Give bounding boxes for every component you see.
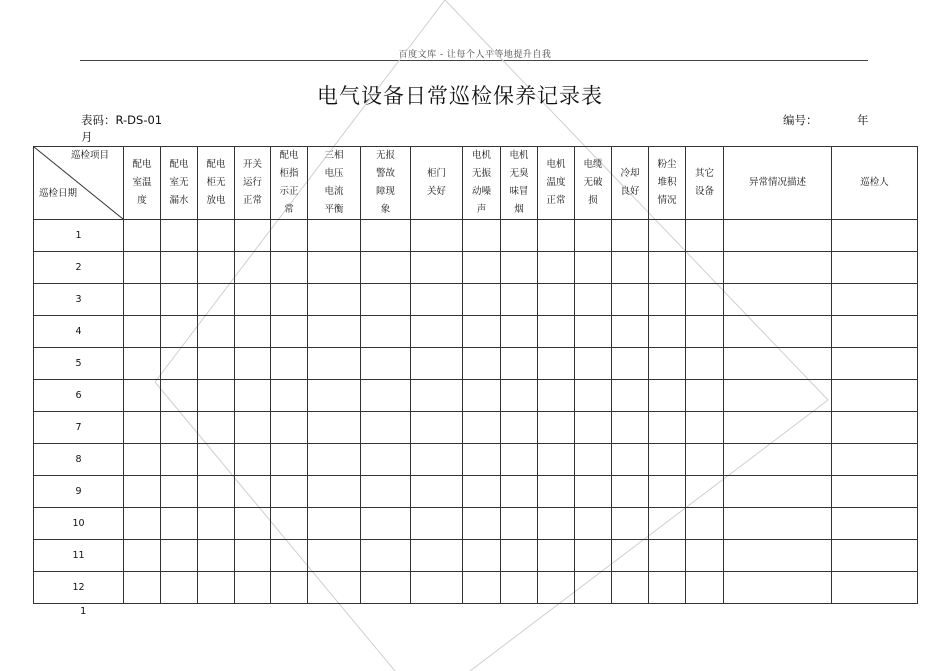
- table-cell[interactable]: [538, 508, 575, 540]
- table-cell[interactable]: [271, 444, 308, 476]
- table-cell[interactable]: [361, 220, 411, 252]
- table-cell[interactable]: [308, 412, 361, 444]
- table-cell[interactable]: [501, 412, 538, 444]
- column-header: [612, 147, 649, 220]
- table-cell[interactable]: [686, 444, 724, 476]
- table-cell[interactable]: [686, 572, 724, 604]
- column-header: [235, 147, 271, 220]
- table-cell[interactable]: [198, 316, 235, 348]
- column-header-label: 柜门关好: [426, 168, 446, 197]
- table-cell[interactable]: [649, 316, 686, 348]
- table-cell[interactable]: [235, 316, 271, 348]
- table-cell[interactable]: [612, 316, 649, 348]
- table-cell[interactable]: [575, 444, 612, 476]
- column-header: [198, 147, 235, 220]
- table-cell[interactable]: [161, 412, 198, 444]
- table-cell[interactable]: [649, 380, 686, 412]
- table-cell[interactable]: [724, 284, 832, 316]
- table-cell[interactable]: [538, 348, 575, 380]
- table-cell[interactable]: [308, 348, 361, 380]
- table-cell[interactable]: [361, 476, 411, 508]
- table-cell[interactable]: [832, 412, 918, 444]
- table-cell[interactable]: [724, 348, 832, 380]
- row-date-cell: 4: [34, 316, 124, 348]
- row-date-cell: 10: [34, 508, 124, 540]
- row-date-cell: 6: [34, 380, 124, 412]
- table-cell[interactable]: [724, 508, 832, 540]
- table-cell[interactable]: [463, 316, 501, 348]
- row-date-cell: 1: [34, 220, 124, 252]
- table-cell[interactable]: [361, 380, 411, 412]
- table-cell[interactable]: [501, 220, 538, 252]
- column-header-label: 电机无振动噪声: [471, 150, 491, 215]
- table-cell[interactable]: [724, 444, 832, 476]
- table-cell[interactable]: [649, 572, 686, 604]
- column-header: [308, 147, 361, 220]
- table-cell[interactable]: [686, 476, 724, 508]
- column-header: [501, 147, 538, 220]
- table-cell[interactable]: [198, 252, 235, 284]
- table-cell[interactable]: [832, 316, 918, 348]
- column-header-label: 开关运行正常: [242, 159, 262, 206]
- table-cell[interactable]: [463, 220, 501, 252]
- row-date-cell: 12: [34, 572, 124, 604]
- table-cell[interactable]: [501, 348, 538, 380]
- table-cell[interactable]: [411, 316, 463, 348]
- table-cell[interactable]: [832, 540, 918, 572]
- table-cell[interactable]: [724, 572, 832, 604]
- table-cell[interactable]: [271, 348, 308, 380]
- table-cell[interactable]: [235, 284, 271, 316]
- table-cell[interactable]: [649, 444, 686, 476]
- table-cell[interactable]: [411, 380, 463, 412]
- column-header-label: 配电柜无放电: [206, 159, 226, 206]
- table-cell[interactable]: [271, 316, 308, 348]
- table-cell[interactable]: [235, 412, 271, 444]
- row-date-cell: 2: [34, 252, 124, 284]
- table-cell[interactable]: [235, 540, 271, 572]
- column-header: [832, 147, 918, 220]
- table-cell[interactable]: [686, 316, 724, 348]
- column-header-label: 配电柜指示正常: [279, 150, 299, 215]
- table-cell[interactable]: [124, 252, 161, 284]
- table-cell[interactable]: [361, 348, 411, 380]
- table-cell[interactable]: [501, 444, 538, 476]
- table-cell[interactable]: [612, 220, 649, 252]
- table-cell[interactable]: [161, 316, 198, 348]
- table-cell[interactable]: [308, 380, 361, 412]
- table-cell[interactable]: [361, 284, 411, 316]
- table-cell[interactable]: [575, 348, 612, 380]
- table-cell[interactable]: [361, 508, 411, 540]
- table-cell[interactable]: [724, 316, 832, 348]
- table-row: [34, 476, 918, 508]
- table-cell[interactable]: [686, 380, 724, 412]
- column-header-label: 配电室温度: [132, 159, 152, 206]
- column-header-label: 异常情况描述: [748, 177, 806, 188]
- table-cell[interactable]: [198, 412, 235, 444]
- table-cell[interactable]: [538, 444, 575, 476]
- table-cell[interactable]: [463, 348, 501, 380]
- table-cell[interactable]: [649, 540, 686, 572]
- table-cell[interactable]: [124, 380, 161, 412]
- form-code: 表码：R-DS-01: [81, 113, 163, 127]
- table-cell[interactable]: [308, 508, 361, 540]
- table-cell[interactable]: [832, 444, 918, 476]
- corner-item-label: 巡检项目: [70, 150, 109, 161]
- table-cell[interactable]: [832, 348, 918, 380]
- row-date-cell: 7: [34, 412, 124, 444]
- table-row: [34, 380, 918, 412]
- table-cell[interactable]: [649, 348, 686, 380]
- table-cell[interactable]: [538, 412, 575, 444]
- table-cell[interactable]: [463, 284, 501, 316]
- table-cell[interactable]: [724, 412, 832, 444]
- year-label: 年: [857, 113, 869, 127]
- table-cell[interactable]: [361, 252, 411, 284]
- table-cell[interactable]: [463, 540, 501, 572]
- header-rule: [80, 60, 868, 61]
- table-cell[interactable]: [832, 252, 918, 284]
- table-row: [34, 444, 918, 476]
- table-cell[interactable]: [161, 348, 198, 380]
- table-cell[interactable]: [161, 476, 198, 508]
- table-cell[interactable]: [271, 508, 308, 540]
- table-cell[interactable]: [124, 444, 161, 476]
- table-cell[interactable]: [724, 252, 832, 284]
- column-header-label: 电机温度正常: [546, 159, 566, 206]
- table-cell[interactable]: [124, 572, 161, 604]
- table-cell[interactable]: [575, 540, 612, 572]
- table-header-row: [34, 147, 918, 220]
- table-cell[interactable]: [198, 380, 235, 412]
- column-header-label: 无报警故障现象: [375, 150, 395, 215]
- table-cell[interactable]: [649, 412, 686, 444]
- table-cell[interactable]: [271, 572, 308, 604]
- inspection-table: [33, 146, 918, 604]
- table-cell[interactable]: [649, 284, 686, 316]
- table-cell[interactable]: [308, 540, 361, 572]
- table-cell[interactable]: [501, 476, 538, 508]
- table-row: [34, 348, 918, 380]
- table-cell[interactable]: [612, 444, 649, 476]
- table-cell[interactable]: [575, 380, 612, 412]
- table-cell[interactable]: [124, 348, 161, 380]
- column-header: [271, 147, 308, 220]
- table-cell[interactable]: [501, 252, 538, 284]
- column-header-label: 冷却良好: [620, 168, 640, 197]
- table-cell[interactable]: [235, 572, 271, 604]
- table-cell[interactable]: [463, 412, 501, 444]
- table-cell[interactable]: [538, 252, 575, 284]
- table-cell[interactable]: [686, 284, 724, 316]
- table-cell[interactable]: [612, 348, 649, 380]
- table-cell[interactable]: [161, 444, 198, 476]
- table-cell[interactable]: [612, 252, 649, 284]
- table-cell[interactable]: [161, 252, 198, 284]
- column-header: [411, 147, 463, 220]
- row-date-cell: 8: [34, 444, 124, 476]
- column-header: [686, 147, 724, 220]
- table-cell[interactable]: [612, 572, 649, 604]
- table-cell[interactable]: [649, 508, 686, 540]
- table-cell[interactable]: [686, 348, 724, 380]
- table-cell[interactable]: [538, 220, 575, 252]
- table-cell[interactable]: [501, 380, 538, 412]
- row-date-cell: 9: [34, 476, 124, 508]
- table-cell[interactable]: [724, 540, 832, 572]
- column-header: [538, 147, 575, 220]
- table-cell[interactable]: [235, 220, 271, 252]
- row-date-cell: 5: [34, 348, 124, 380]
- table-cell[interactable]: [235, 444, 271, 476]
- table-cell[interactable]: [575, 316, 612, 348]
- table-cell[interactable]: [411, 284, 463, 316]
- table-cell[interactable]: [198, 572, 235, 604]
- document-title: 电气设备日常巡检保养记录表: [317, 84, 603, 108]
- table-cell[interactable]: [235, 348, 271, 380]
- table-cell[interactable]: [538, 316, 575, 348]
- table-cell[interactable]: [612, 540, 649, 572]
- column-header-label: 巡检人: [860, 177, 889, 188]
- table-cell[interactable]: [198, 540, 235, 572]
- table-cell[interactable]: [198, 220, 235, 252]
- table-cell[interactable]: [724, 476, 832, 508]
- table-row: [34, 252, 918, 284]
- table-cell[interactable]: [124, 540, 161, 572]
- table-cell[interactable]: [575, 412, 612, 444]
- corner-date-label: 巡检日期: [39, 188, 78, 199]
- table-cell[interactable]: [501, 508, 538, 540]
- table-cell[interactable]: [686, 540, 724, 572]
- table-cell[interactable]: [361, 316, 411, 348]
- table-cell[interactable]: [161, 540, 198, 572]
- table-cell[interactable]: [411, 540, 463, 572]
- table-cell[interactable]: [411, 412, 463, 444]
- table-cell[interactable]: [308, 444, 361, 476]
- table-cell[interactable]: [235, 252, 271, 284]
- table-cell[interactable]: [612, 476, 649, 508]
- table-cell[interactable]: [271, 220, 308, 252]
- table-row: [34, 316, 918, 348]
- table-cell[interactable]: [271, 252, 308, 284]
- table-cell[interactable]: [649, 476, 686, 508]
- table-cell[interactable]: [124, 220, 161, 252]
- table-cell[interactable]: [198, 508, 235, 540]
- table-cell[interactable]: [575, 572, 612, 604]
- table-cell[interactable]: [411, 444, 463, 476]
- table-cell[interactable]: [411, 476, 463, 508]
- table-cell[interactable]: [198, 444, 235, 476]
- table-cell[interactable]: [411, 348, 463, 380]
- table-cell[interactable]: [161, 572, 198, 604]
- table-cell[interactable]: [463, 476, 501, 508]
- table-cell[interactable]: [411, 572, 463, 604]
- table-cell[interactable]: [161, 380, 198, 412]
- table-cell[interactable]: [161, 284, 198, 316]
- row-date-cell: 3: [34, 284, 124, 316]
- table-cell[interactable]: [612, 412, 649, 444]
- table-cell[interactable]: [308, 284, 361, 316]
- table-cell[interactable]: [832, 572, 918, 604]
- table-cell[interactable]: [538, 284, 575, 316]
- table-cell[interactable]: [463, 444, 501, 476]
- serial-number-label: 编号：: [783, 113, 818, 127]
- table-cell[interactable]: [124, 316, 161, 348]
- table-cell[interactable]: [411, 252, 463, 284]
- row-date-cell: 11: [34, 540, 124, 572]
- table-cell[interactable]: [501, 284, 538, 316]
- column-header: [724, 147, 832, 220]
- table-cell[interactable]: [463, 252, 501, 284]
- table-cell[interactable]: [198, 476, 235, 508]
- table-cell[interactable]: [271, 380, 308, 412]
- table-cell[interactable]: [686, 412, 724, 444]
- table-cell[interactable]: [724, 380, 832, 412]
- table-cell[interactable]: [271, 540, 308, 572]
- table-cell[interactable]: [361, 444, 411, 476]
- table-cell[interactable]: [501, 572, 538, 604]
- table-cell[interactable]: [832, 220, 918, 252]
- table-cell[interactable]: [361, 412, 411, 444]
- table-cell[interactable]: [124, 476, 161, 508]
- header-note: 百度文库 - 让每个人平等地提升自我: [398, 50, 552, 60]
- table-cell[interactable]: [411, 508, 463, 540]
- column-header: [124, 147, 161, 220]
- table-cell[interactable]: [686, 508, 724, 540]
- table-cell[interactable]: [686, 252, 724, 284]
- table-cell[interactable]: [124, 508, 161, 540]
- table-cell[interactable]: [538, 572, 575, 604]
- column-header: [161, 147, 198, 220]
- table-row: [34, 572, 918, 604]
- table-cell[interactable]: [235, 476, 271, 508]
- column-header: [463, 147, 501, 220]
- column-header-label: 粉尘堆积情况: [657, 159, 677, 206]
- table-cell[interactable]: [575, 220, 612, 252]
- table-cell[interactable]: [575, 476, 612, 508]
- table-cell[interactable]: [612, 508, 649, 540]
- column-header-label: 三相电压电流平衡: [324, 150, 344, 215]
- table-cell[interactable]: [538, 476, 575, 508]
- table-row: [34, 284, 918, 316]
- table-cell[interactable]: [308, 220, 361, 252]
- table-cell[interactable]: [832, 508, 918, 540]
- table-cell[interactable]: [271, 476, 308, 508]
- column-header-label: 电缆无破损: [583, 159, 603, 206]
- table-cell[interactable]: [361, 572, 411, 604]
- table-cell[interactable]: [308, 572, 361, 604]
- table-cell[interactable]: [271, 412, 308, 444]
- table-cell[interactable]: [308, 252, 361, 284]
- column-header: [575, 147, 612, 220]
- column-header: [649, 147, 686, 220]
- column-header-label: 配电室无漏水: [169, 159, 189, 206]
- table-cell[interactable]: [649, 252, 686, 284]
- table-cell[interactable]: [612, 380, 649, 412]
- table-cell[interactable]: [501, 540, 538, 572]
- table-body: [34, 220, 918, 604]
- month-label: 月: [81, 130, 93, 144]
- column-header-label: 电机无臭味冒烟: [509, 150, 529, 215]
- table-cell[interactable]: [463, 572, 501, 604]
- column-header-label: 其它设备: [694, 168, 714, 197]
- table-cell[interactable]: [308, 316, 361, 348]
- table-cell[interactable]: [686, 220, 724, 252]
- table-cell[interactable]: [361, 540, 411, 572]
- corner-header-cell: [34, 147, 124, 220]
- table-cell[interactable]: [161, 508, 198, 540]
- table-cell[interactable]: [649, 220, 686, 252]
- table-cell[interactable]: [575, 284, 612, 316]
- table-cell[interactable]: [463, 380, 501, 412]
- table-cell[interactable]: [538, 380, 575, 412]
- table-cell[interactable]: [832, 476, 918, 508]
- table-cell[interactable]: [575, 252, 612, 284]
- table-cell[interactable]: [235, 380, 271, 412]
- table-row: [34, 508, 918, 540]
- table-cell[interactable]: [271, 284, 308, 316]
- table-cell[interactable]: [308, 476, 361, 508]
- table-cell[interactable]: [575, 508, 612, 540]
- table-cell[interactable]: [501, 316, 538, 348]
- table-cell[interactable]: [832, 380, 918, 412]
- table-cell[interactable]: [198, 284, 235, 316]
- table-cell[interactable]: [124, 284, 161, 316]
- table-cell[interactable]: [235, 508, 271, 540]
- table-cell[interactable]: [463, 508, 501, 540]
- table-cell[interactable]: [124, 412, 161, 444]
- table-row: [34, 412, 918, 444]
- table-cell[interactable]: [612, 284, 649, 316]
- page-number: 1: [80, 606, 87, 617]
- table-row: [34, 220, 918, 252]
- table-cell[interactable]: [198, 348, 235, 380]
- table-cell[interactable]: [832, 284, 918, 316]
- column-header: [361, 147, 411, 220]
- table-cell[interactable]: [161, 220, 198, 252]
- table-cell[interactable]: [411, 220, 463, 252]
- table-cell[interactable]: [538, 540, 575, 572]
- table-row: [34, 540, 918, 572]
- table-cell[interactable]: [724, 220, 832, 252]
